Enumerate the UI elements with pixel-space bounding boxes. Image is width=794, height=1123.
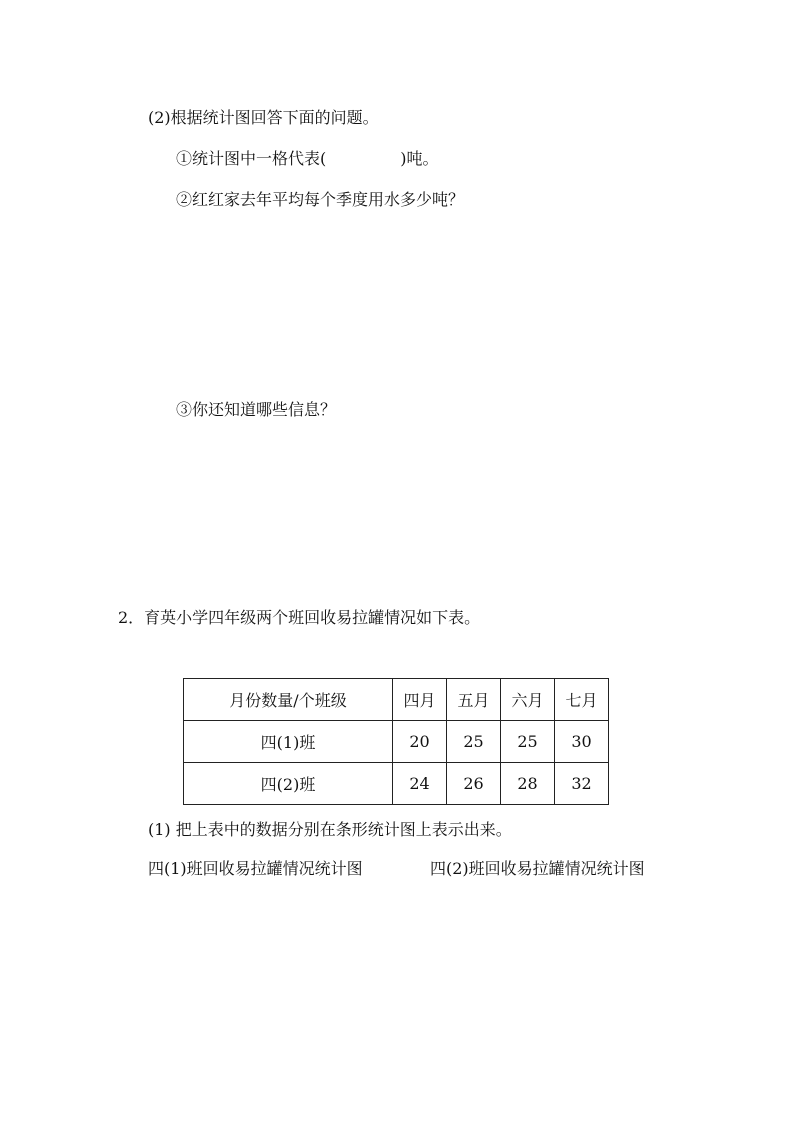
sub-question-3: ③你还知道哪些信息？: [176, 400, 337, 419]
chart-1-title: 四(1)班回收易拉罐情况统计图: [148, 859, 363, 878]
sub-question-2: ②红红家去年平均每个季度用水多少吨？: [176, 190, 465, 209]
can-recycling-table: [183, 678, 609, 805]
question-3-title: 2．育英小学四年级两个班回收易拉罐情况如下表。: [118, 608, 481, 627]
table-header-cell: 七月: [555, 679, 609, 721]
table-cell: 25: [501, 721, 555, 763]
table-cell: 32: [555, 763, 609, 805]
table-cell: 25: [447, 721, 501, 763]
table-header-cell: 四月: [393, 679, 447, 721]
question-2-intro: (2)根据统计图回答下面的问题。: [148, 108, 379, 127]
table-row-label: 四(1)班: [184, 721, 393, 763]
table-header-cell: 五月: [447, 679, 501, 721]
table-cell: 24: [393, 763, 447, 805]
table-cell: 20: [393, 721, 447, 763]
table-cell: 30: [555, 721, 609, 763]
sub-question-1-text-before: ①统计图中一格代表(: [176, 149, 327, 168]
table-header-cell: 六月: [501, 679, 555, 721]
table-row: [184, 721, 609, 763]
sub-question-1-text-after: )吨。: [400, 149, 439, 168]
table-cell: 26: [447, 763, 501, 805]
table-cell: 28: [501, 763, 555, 805]
sub-question-1: [176, 149, 439, 169]
table-corner-header: 月份数量/个班级: [184, 679, 393, 721]
table-header-row: [184, 679, 609, 721]
table-row: [184, 763, 609, 805]
table-row-label: 四(2)班: [184, 763, 393, 805]
chart-2-title: 四(2)班回收易拉罐情况统计图: [430, 859, 645, 878]
question-3-part-1: (1) 把上表中的数据分别在条形统计图上表示出来。: [148, 820, 512, 839]
